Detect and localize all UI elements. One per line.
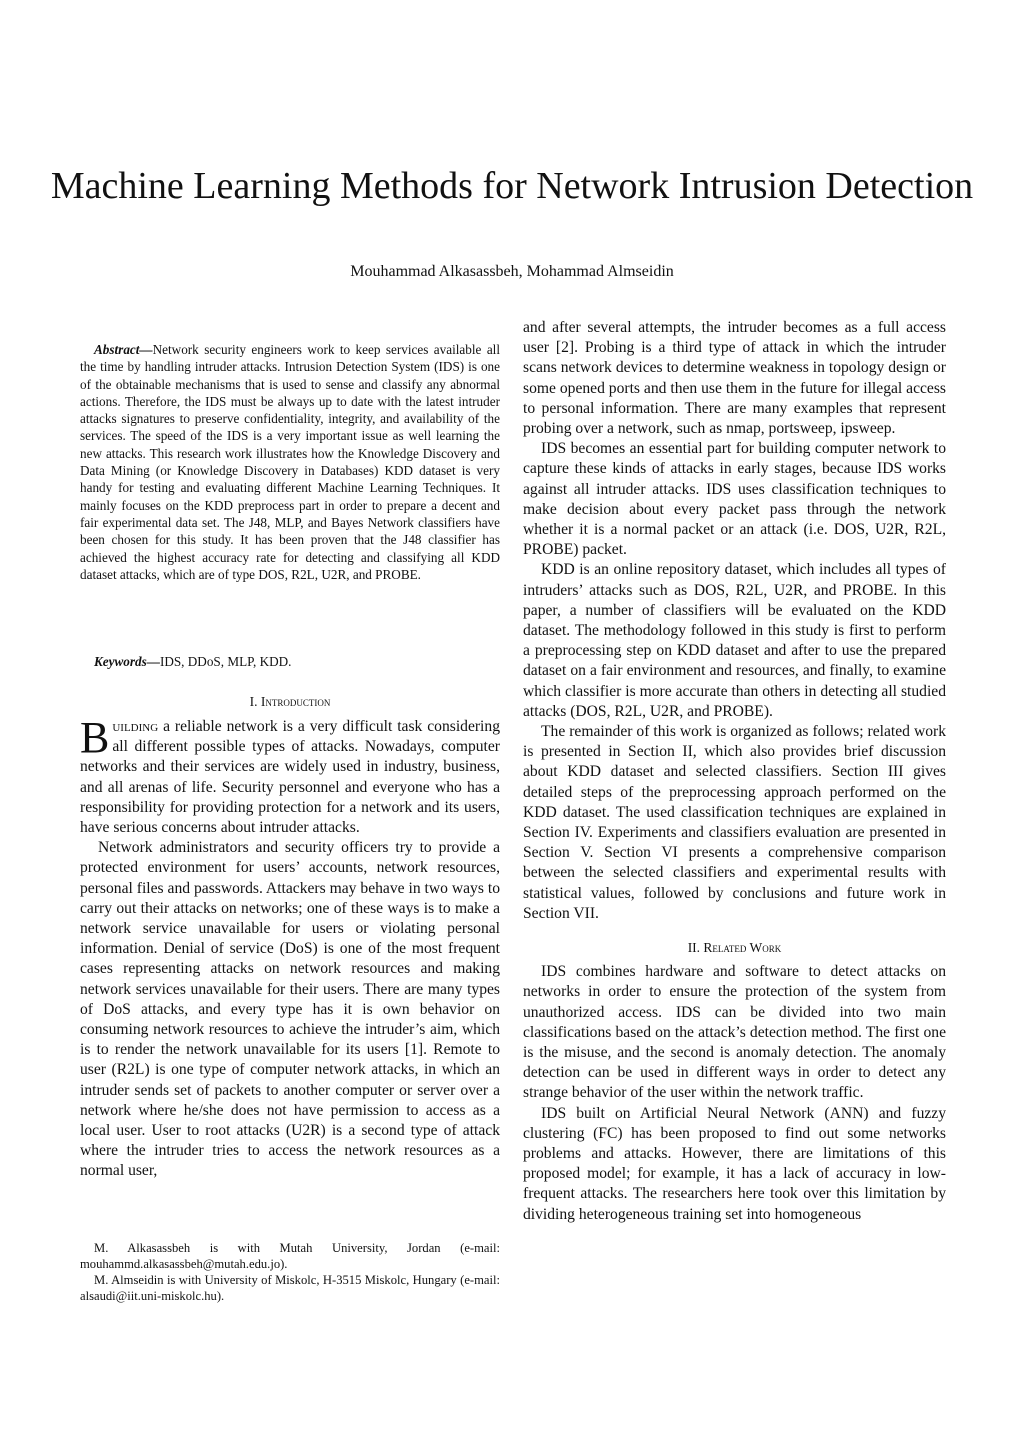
footnote-1: M. Alkasassbeh is with Mutah University, Jordan (e-mail: mouhammd.alkasassbeh@mutah.edu.jo). bbox=[80, 1241, 500, 1271]
drop-cap: B bbox=[80, 713, 110, 762]
related-paragraph-2: IDS built on Artificial Neural Network (ANN) and fuzzy clustering (FC) has been proposed to find out some networks problems and attacks. However, there are limitations of this proposed model; for example, it has a lack of accuracy in low-frequent attacks. The researchers here took over this limitation by dividing heterogeneous training set into homogeneous bbox=[523, 1104, 946, 1223]
intro-paragraph-2-continued: and after several attempts, the intruder becomes as a full access user [2]. Probing is a third type of attack in which the intruder scans network devices to determine weakness in topology design or some opened ports and then use them in the future for illegal access to personal information. There are many examples that represent probing over a network, such as nmap, portsweep, ipsweep. bbox=[523, 319, 946, 438]
intro-p1-text: a reliable network is a very difficult task considering all different possible types of attacks. Nowadays, computer networks and their services are widely used in industry, business, and all arenas of life. Security personnel and everyone who has a responsibility for providing protection for a network and its users, have serious concerns about intruder attacks. bbox=[80, 718, 500, 837]
footnotes bbox=[80, 1240, 500, 1304]
section-heading-related-work: II. Related Work bbox=[687, 940, 782, 956]
footnote-2: M. Almseidin is with University of Miskolc, H-3515 Miskolc, Hungary (e-mail: alsaudi@iit.uni-miskolc.hu). bbox=[80, 1273, 500, 1303]
abstract-label: Abstract— bbox=[94, 342, 153, 357]
intro-paragraph-5: The remainder of this work is organized as follows; related work is presented in Section II, which also provides brief discussion about KDD dataset and selected classifiers. Section III gives detailed steps of the preprocessing approach performed on the KDD dataset. The used classification techniques are explained in Section IV. Experiments and classifiers evaluation are presented in Section V. Section VI presents a comprehensive comparison between the selected classifiers and experimental results with statistical values, followed by conclusions and future work in Section VII. bbox=[523, 723, 946, 922]
related-paragraph-1: IDS combines hardware and software to detect attacks on networks in order to ensure the protection of the system from unauthorized access. IDS can be divided into two main classifications based on the attack’s detection method. The first one is the misuse, and the second is anomaly detection. The anomaly detection can be used in different ways in order to detect any strange behavior of the user within the network traffic. bbox=[523, 963, 946, 1102]
left-column bbox=[80, 692, 500, 1182]
intro-paragraph-1 bbox=[80, 713, 500, 838]
intro-paragraph-4: KDD is an online repository dataset, which includes all types of intruders’ attacks such as DOS, R2L, U2R, and PROBE. In this paper, a number of classifiers will be evaluated on the KDD dataset. The methodology followed in this study is first to perform a preprocessing step on KDD dataset and after to use the prepared dataset on a fair environment and resources, and finally, to examine which classifier is more accurate than others in detecting all studied attacks (DOS, R2L, U2R, and PROBE). bbox=[523, 561, 946, 720]
keywords-text: IDS, DDoS, MLP, KDD. bbox=[159, 654, 292, 669]
keywords-label: Keywords— bbox=[94, 654, 160, 669]
intro-lead-word: uilding bbox=[112, 718, 159, 735]
abstract bbox=[80, 341, 500, 583]
abstract-text: Network security engineers work to keep services available all the time by handling intruder attacks. Intrusion Detection System (IDS) is one of the obtainable mechanisms that is used to sense and classify any abnormal actions. Therefore, the IDS must be always up to date with the latest intruder attacks signatures to preserve confidentiality, integrity, and availability of the services. The speed of the IDS is a very important issue as well learning the new attacks. This research work illustrates how the Knowledge Discovery and Data Mining (or Knowledge Discovery in Databases) KDD dataset is very handy for testing and evaluating different Machine Learning Techniques. It mainly focuses on the KDD preprocess part in order to prepare a decent and fair experimental data set. The J48, MLP, and Bayes Network classifiers have been chosen for this study. It has been proven that the J48 classifier has achieved the highest accuracy rate for detecting and classifying all KDD dataset attacks, which are of type DOS, R2L, U2R, and PROBE. bbox=[80, 342, 500, 582]
paper-authors: Mouhammad Alkasassbeh, Mohammad Almseidin bbox=[350, 263, 674, 280]
intro-paragraph-2: Network administrators and security officers try to provide a protected environment for users’ accounts, network resources, personal files and passwords. Attackers may behave in two ways to carry out their attacks on networks; one of these ways is to make a network service unavailable for users or violating personal information. Denial of service (DoS) is one of the most frequent cases representing attacks on network resources and making network services unavailable for their users. There are many types of DoS attacks, and every type has it is own behavior on consuming network resources to achieve the intruder’s aim, which is to render the network unavailable for its users [1]. Remote to user (R2L) is one type of computer network attacks, in which an intruder sends set of packets to another computer or server over a network where he/she does not have permission to access as a local user. User to root attacks (U2R) is a second type of attack where the intruder tries to access the network resources as a normal user, bbox=[80, 839, 500, 1180]
paper-title: Machine Learning Methods for Network Intrusion Detection bbox=[50, 165, 974, 207]
intro-paragraph-3: IDS becomes an essential part for building computer network to capture these kinds of attacks in early stages, because IDS works against all intruder attacks. IDS uses classification techniques to make decision about every packet pass through the network whether it is a normal packet or an attack (i.e. DOS, U2R, R2L, PROBE) packet. bbox=[523, 440, 946, 559]
keywords bbox=[80, 654, 500, 670]
section-heading-introduction: I. Introduction bbox=[249, 694, 331, 709]
right-column bbox=[523, 318, 946, 1225]
